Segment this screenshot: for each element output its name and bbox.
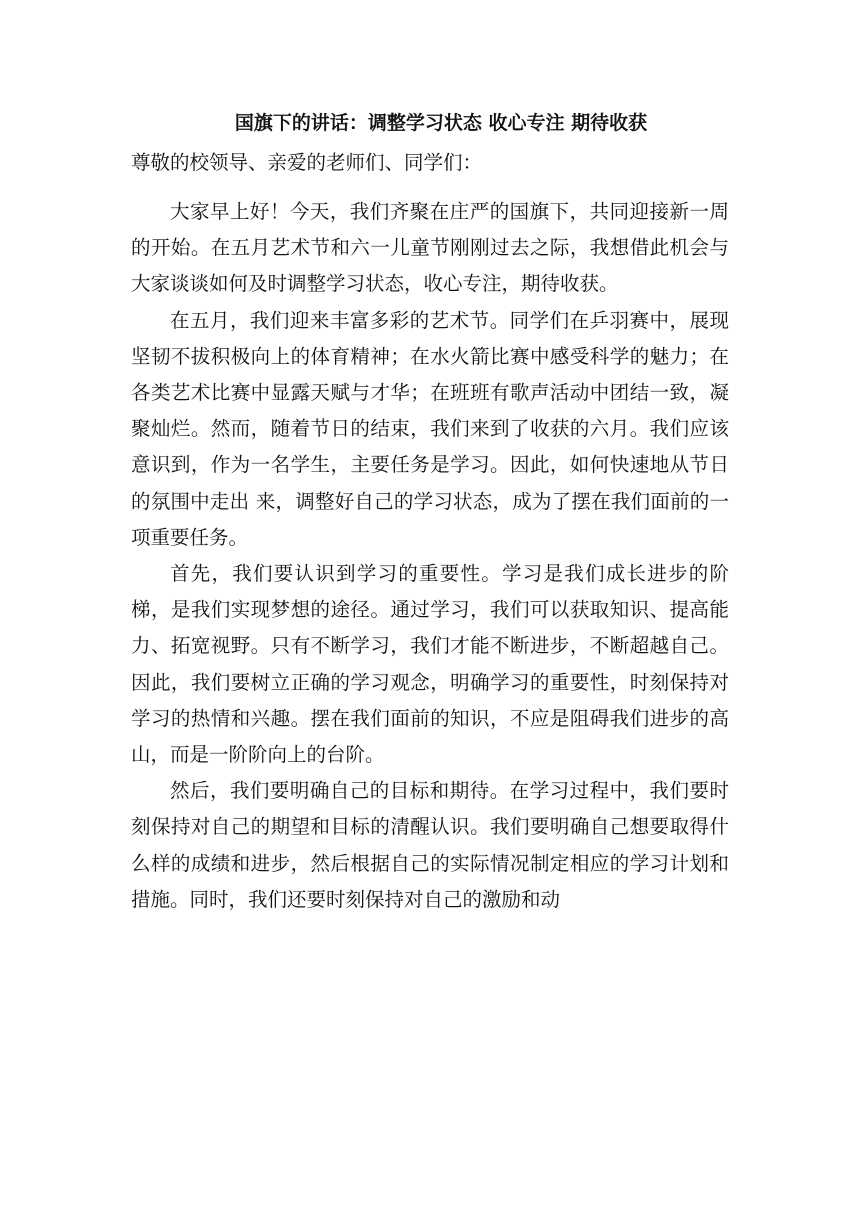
document-page — [131, 108, 729, 918]
salutation: 尊敬的校领导、亲爱的老师们、同学们： — [131, 151, 483, 174]
paragraph-importance-of-learning: 首先，我们要认识到学习的重要性。学习是我们成长进步的阶梯，是我们实现梦想的途径。通过学习，我们可以获取知识、提高能力、拓宽视野。只有不断学习，我们才能不断进步，不断超越自己。因此，我们要树立正确的学习观念，明确学习的重要性，时刻保持对学习的热情和兴趣。摆在我们面前的知识，不应是阻碍我们进步的高山，而是一阶阶向上的台阶。 — [131, 562, 729, 767]
paragraph-opening: 大家早上好！今天，我们齐聚在庄严的国旗下，共同迎接新一周的开始。在五月艺术节和六一儿童节刚刚过去之际，我想借此机会与大家谈谈如何及时调整学习状态，收心专注，期待收获。 — [131, 200, 729, 296]
paragraph-art-festival: 在五月，我们迎来丰富多彩的艺术节。同学们在乒羽赛中，展现坚韧不拔积极向上的体育精神；在水火箭比赛中感受科学的魅力；在各类艺术比赛中显露天赋与才华；在班班有歌声活动中团结一致，凝聚灿烂。然而，随着节日的结束，我们来到了收获的六月。我们应该意识到，作为一名学生，主要任务是学习。因此，如何快速地从节日的氛围中走出 来，调整好自己的学习状态，成为了摆在我们面前的一项重要任务。 — [131, 308, 729, 549]
paragraph-goals-and-expectations: 然后，我们要明确自己的目标和期待。在学习过程中，我们要时刻保持对自己的期望和目标的清醒认识。我们要明确自己想要取得什么样的成绩和进步，然后根据自己的实际情况制定相应的学习计划和措施。同时，我们还要时刻保持对自己的激励和动 — [131, 779, 729, 911]
document-title: 国旗下的讲话：调整学习状态 收心专注 期待收获 — [234, 112, 648, 134]
